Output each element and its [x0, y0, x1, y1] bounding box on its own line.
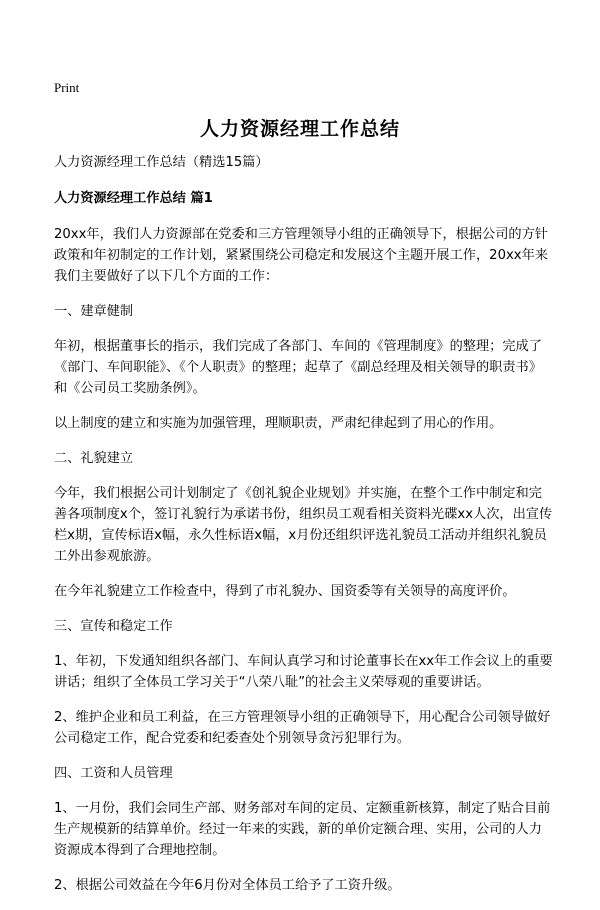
section-title: 人力资源经理工作总结 篇1 — [54, 191, 213, 206]
document-body — [54, 152, 554, 910]
paragraph-civility-result: 在今年礼貌建立工作检查中，得到了市礼貌办、国资委等有关领导的高度评价。 — [54, 584, 516, 599]
paragraph-publicity-2: 2、维护企业和员工利益，在三方管理领导小组的正确领导下，用心配合公司领导做好公司稳定工作，配合党委和纪委查处个别领导贪污犯罪行为。 — [54, 710, 551, 746]
heading-wages: 四、工资和人员管理 — [54, 766, 173, 781]
paragraph-publicity-1: 1、年初，下发通知组织各部门、车间认真学习和讨论董事长在xx年工作会议上的重要讲话；组织了全体员工学习关于“八荣八耻”的社会主义荣辱观的重要讲话。 — [54, 654, 553, 690]
paragraph-wages-1: 1、一月份，我们会同生产部、财务部对车间的定员、定额重新核算，制定了贴合目前生产规模新的结算单价。经过一年来的实践，新的单价定额合理、实用，公司的人力资源成本得到了合理地控制。 — [54, 801, 551, 858]
heading-publicity: 三、宣传和稳定工作 — [54, 619, 173, 634]
paragraph-wages-2: 2、根据公司效益在今年6月份对全体员工给予了工资升级。 — [54, 878, 401, 893]
paragraph-rules-effect: 以上制度的建立和实施为加强管理，理顺职责，严肃纪律起到了用心的作用。 — [54, 416, 503, 431]
heading-civility: 二、礼貌建立 — [54, 451, 134, 466]
print-label: Print — [54, 80, 80, 95]
document-subtitle: 人力资源经理工作总结（精选15篇） — [54, 155, 269, 170]
paragraph-civility: 今年，我们根据公司计划制定了《创礼貌企业规划》并实施，在整个工作中制定和完善各项制度x个，签订礼貌行为承诺书份，组织员工观看相关资料光碟xx人次，出宣传栏x期，宣传标语x幅，永久性标语x幅，x月份还组织评选礼貌员工活动并组织礼貌员工外出参观旅游。 — [54, 486, 553, 564]
paragraph-rules: 年初，根据董事长的指示，我们完成了各部门、车间的《管理制度》的整理；完成了《部门、车间职能》、《个人职责》的整理；起草了《副总经理及相关领导的职责书》和《公司员工奖励条例》。 — [54, 339, 542, 396]
paragraph-intro: 20xx年，我们人力资源部在党委和三方管理领导小组的正确领导下，根据公司的方针政策和年初制定的工作计划，紧紧围绕公司稳定和发展这个主题开展工作，20xx年来我们主要做好了以下几个方面的工作： — [54, 227, 548, 284]
heading-rules: 一、建章健制 — [54, 304, 134, 319]
document-title: 人力资源经理工作总结 — [199, 118, 400, 140]
